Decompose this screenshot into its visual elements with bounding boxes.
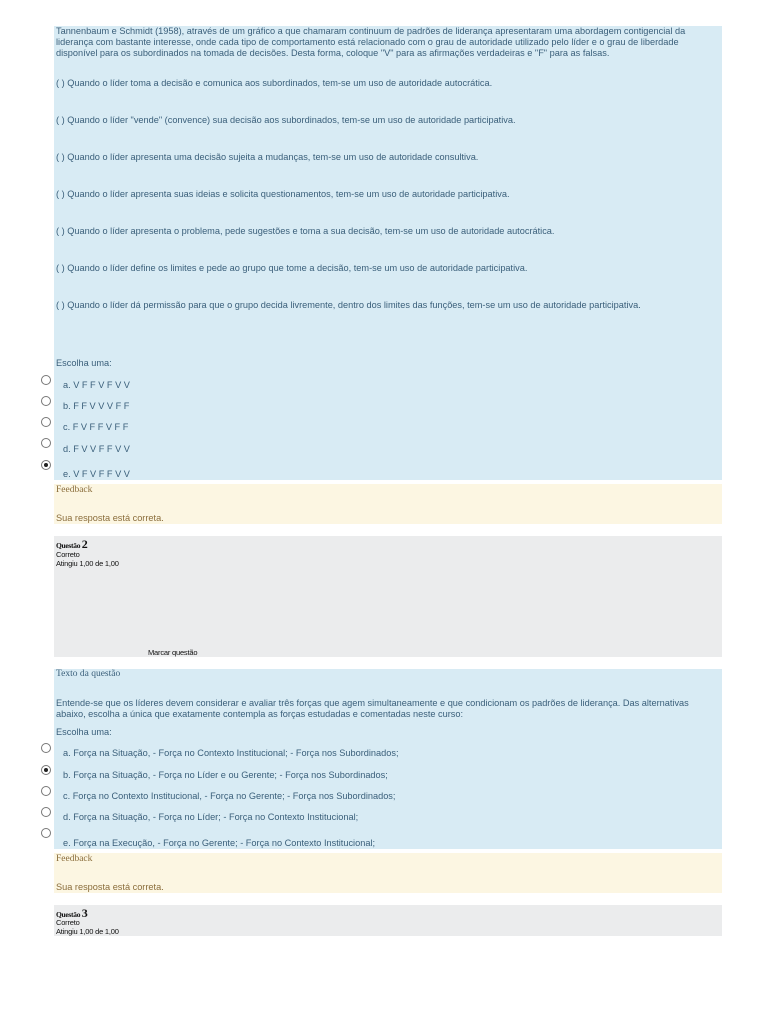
statement-2: ( ) Quando o líder "vende" (convence) sua decisão aos subordinados, tem-se um uso de autoridade participativa. [56,115,516,125]
flag-question-link[interactable]: Marcar questão [148,648,198,657]
option-c[interactable]: c. F V F F V F F [63,422,129,432]
radio-option-d[interactable] [40,437,52,449]
question-3-label-text: Questão [56,910,81,919]
question-2-status: Correto [56,550,80,559]
radio-q2-option-e[interactable] [40,827,52,839]
question-1-panel [54,26,722,480]
radio-q2-option-d[interactable] [40,806,52,818]
question-1-intro: Tannenbaum e Schmidt (1958), através de um gráfico a que chamaram continuum de padrões de liderança apresentaram uma abordagem contigencial da liderança com bastante interesse, onde cada tipo de comportamento está relacionado com o grau de autoridade utilizado pelo líder e o grau de liberdade disponível para os subordinados na tomada de decisões. Desta forma, coloque "V" para as afirmações verdadeiras e "F" para as falsas. [56,26,686,58]
statement-1: ( ) Quando o líder toma a decisão e comunica aos subordinados, tem-se um uso de autoridade autocrática. [56,78,493,88]
feedback-1-text: Sua resposta está correta. [56,513,164,523]
feedback-2-text: Sua resposta está correta. [56,882,164,892]
radio-option-c[interactable] [40,416,52,428]
question-2-number: 2 [81,537,88,551]
q2-option-b[interactable]: b. Força na Situação, - Força no Líder e ou Gerente; - Força nos Subordinados; [63,770,388,780]
question-2-grade: Atingiu 1,00 de 1,00 [56,559,119,568]
feedback-2-title: Feedback [56,854,93,864]
radio-option-e-selected[interactable] [40,459,52,471]
q2-option-d[interactable]: d. Força na Situação, - Força no Líder; - Força no Contexto Institucional; [63,812,359,822]
question-2-info-panel [54,536,722,657]
question-3-info-panel [54,905,722,936]
statement-5: ( ) Quando o líder apresenta o problema, pede sugestões e toma a sua decisão, tem-se um uso de autoridade autocrática. [56,226,555,236]
radio-option-a[interactable] [40,374,52,386]
radio-q2-option-a[interactable] [40,742,52,754]
statement-7: ( ) Quando o líder dá permissão para que o grupo decida livremente, dentro dos limites das funções, tem-se um uso de autoridade participativa. [56,300,641,310]
option-e[interactable]: e. V F V F F V V [63,469,130,479]
choose-label-2: Escolha uma: [56,727,112,737]
radio-q2-option-c[interactable] [40,785,52,797]
choose-label: Escolha uma: [56,358,112,368]
question-3-grade: Atingiu 1,00 de 1,00 [56,927,119,936]
radio-q2-option-b-selected[interactable] [40,764,52,776]
question-3-status: Correto [56,918,80,927]
feedback-1-title: Feedback [56,485,93,495]
option-b[interactable]: b. F F V V V F F [63,401,130,411]
question-2-text-title: Texto da questão [56,669,121,679]
option-d[interactable]: d. F V V F F V V [63,444,130,454]
question-3-number: 3 [81,906,88,920]
option-a[interactable]: a. V F F V F V V [63,380,130,390]
statement-3: ( ) Quando o líder apresenta uma decisão sujeita a mudanças, tem-se um uso de autoridade consultiva. [56,152,479,162]
q2-option-c[interactable]: c. Força no Contexto Institucional, - Força no Gerente; - Força nos Subordinados; [63,791,396,801]
statement-6: ( ) Quando o líder define os limites e pede ao grupo que tome a decisão, tem-se um uso de autoridade participativa. [56,263,528,273]
statement-4: ( ) Quando o líder apresenta suas ideias e solicita questionamentos, tem-se um uso de autoridade participativa. [56,189,510,199]
radio-option-b[interactable] [40,395,52,407]
q2-option-a[interactable]: a. Força na Situação, - Força no Contexto Institucional; - Força nos Subordinados; [63,748,399,758]
q2-option-e[interactable]: e. Força na Execução, - Força no Gerente; - Força no Contexto Institucional; [63,838,376,848]
question-2-prompt: Entende-se que os líderes devem considerar e avaliar três forças que agem simultaneamente e que condicionam os padrões de liderança. Das alternativas abaixo, escolha a única que exatamente contempla as forças estudadas e comentadas neste curso: [56,698,689,719]
question-2-label-text: Questão [56,541,81,550]
